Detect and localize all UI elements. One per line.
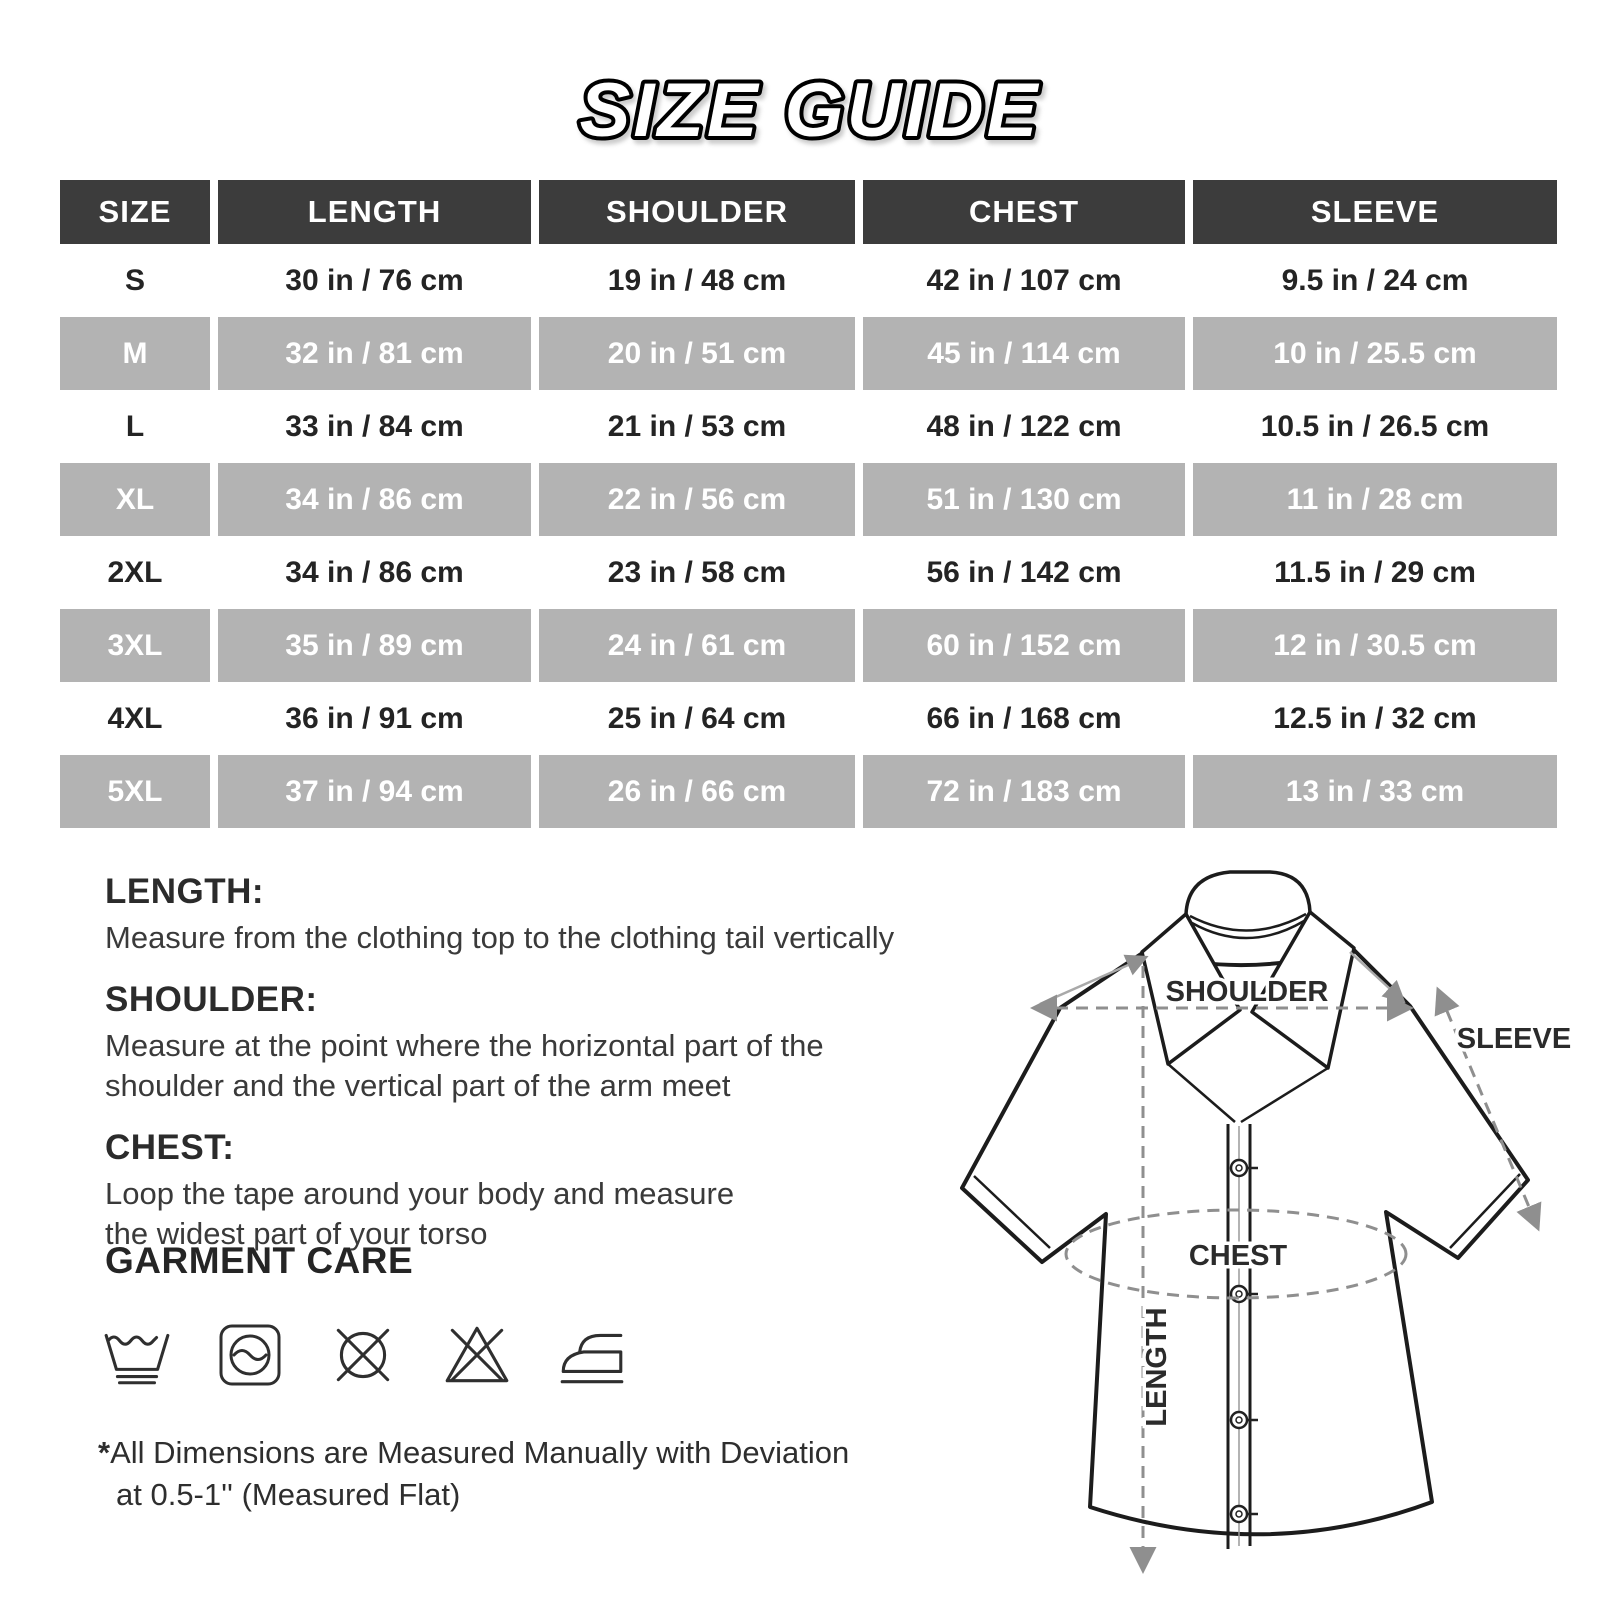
cell-sleeve: 10 in / 25.5 cm [1193, 317, 1557, 390]
cell-chest: 60 in / 152 cm [863, 609, 1185, 682]
cell-sleeve: 9.5 in / 24 cm [1193, 244, 1557, 317]
cell-chest: 42 in / 107 cm [863, 244, 1185, 317]
cell-shoulder: 23 in / 58 cm [539, 536, 855, 609]
cell-length: 37 in / 94 cm [218, 755, 531, 828]
table-row-xl [60, 463, 1557, 536]
collar-band [1186, 872, 1310, 914]
cell-sleeve: 10.5 in / 26.5 cm [1193, 390, 1557, 463]
page-title: SIZE GUIDE [579, 68, 1041, 153]
table-row-2xl [60, 536, 1557, 609]
cell-length: 35 in / 89 cm [218, 609, 531, 682]
footnote-asterisk: * [98, 1435, 111, 1470]
cell-size: M [60, 317, 210, 390]
cell-size: 3XL [60, 609, 210, 682]
table-row-3xl [60, 609, 1557, 682]
cell-chest: 56 in / 142 cm [863, 536, 1185, 609]
column-header-shoulder: SHOULDER [539, 180, 855, 244]
table-row-5xl [60, 755, 1557, 828]
cell-shoulder: 19 in / 48 cm [539, 244, 855, 317]
cell-sleeve: 13 in / 33 cm [1193, 755, 1557, 828]
cell-chest: 45 in / 114 cm [863, 317, 1185, 390]
cell-chest: 72 in / 183 cm [863, 755, 1185, 828]
column-header-sleeve: SLEEVE [1193, 180, 1557, 244]
shoulder-heading: SHOULDER: [105, 980, 318, 1019]
cell-shoulder: 20 in / 51 cm [539, 317, 855, 390]
cell-length: 36 in / 91 cm [218, 682, 531, 755]
cell-sleeve: 12 in / 30.5 cm [1193, 609, 1557, 682]
cell-sleeve: 12.5 in / 32 cm [1193, 682, 1557, 755]
cell-length: 34 in / 86 cm [218, 463, 531, 536]
garment-care-heading: GARMENT CARE [105, 1240, 414, 1281]
footnote [98, 1432, 849, 1516]
do-not-dry-clean-icon [326, 1318, 400, 1392]
cell-shoulder: 22 in / 56 cm [539, 463, 855, 536]
cell-chest: 66 in / 168 cm [863, 682, 1185, 755]
length-diagram-label: LENGTH [1141, 1307, 1173, 1427]
length-description: Measure from the clothing top to the clothing tail vertically [105, 920, 895, 955]
cell-shoulder: 24 in / 61 cm [539, 609, 855, 682]
cell-shoulder: 25 in / 64 cm [539, 682, 855, 755]
footnote-line1: *All Dimensions are Measured Manually with Deviation [98, 1435, 850, 1470]
cell-sleeve: 11.5 in / 29 cm [1193, 536, 1557, 609]
page-title-graphic [0, 40, 1620, 170]
machine-wash-gentle-icon [100, 1318, 174, 1392]
table-row-m [60, 317, 1557, 390]
cell-length: 34 in / 86 cm [218, 536, 531, 609]
column-header-chest: CHEST [863, 180, 1185, 244]
shoulder-diagram-label: SHOULDER [1165, 976, 1329, 1008]
chest-description: Loop the tape around your body and measure the widest part of your torso [105, 1176, 735, 1251]
cell-size: 2XL [60, 536, 210, 609]
table-row-s [60, 244, 1557, 317]
cell-shoulder: 26 in / 66 cm [539, 755, 855, 828]
cell-size: S [60, 244, 210, 317]
tumble-dry-icon [214, 1318, 286, 1392]
cell-size: 5XL [60, 755, 210, 828]
cell-size: XL [60, 463, 210, 536]
cell-shoulder: 21 in / 53 cm [539, 390, 855, 463]
cell-length: 30 in / 76 cm [218, 244, 531, 317]
cell-chest: 51 in / 130 cm [863, 463, 1185, 536]
shirt-measurement-diagram [930, 862, 1590, 1592]
footnote-line2: at 0.5-1'' (Measured Flat) [116, 1477, 461, 1512]
cell-chest: 48 in / 122 cm [863, 390, 1185, 463]
cell-sleeve: 11 in / 28 cm [1193, 463, 1557, 536]
column-header-length: LENGTH [218, 180, 531, 244]
chest-diagram-label: CHEST [1188, 1240, 1288, 1272]
table-row-4xl [60, 682, 1557, 755]
measure-guide [105, 872, 1035, 1276]
chest-heading: CHEST: [105, 1128, 235, 1167]
shoulder-description: Measure at the point where the horizontal part of the shoulder and the vertical part of the arm meet [105, 1028, 824, 1103]
cell-length: 33 in / 84 cm [218, 390, 531, 463]
cell-length: 32 in / 81 cm [218, 317, 531, 390]
do-not-bleach-icon [440, 1318, 514, 1392]
sleeve-diagram-label: SLEEVE [1456, 1023, 1572, 1055]
length-heading: LENGTH: [105, 872, 265, 911]
column-header-size: SIZE [60, 180, 210, 244]
cell-size: 4XL [60, 682, 210, 755]
table-row-l [60, 390, 1557, 463]
size-table [60, 180, 1557, 828]
garment-care-icons [100, 1318, 630, 1392]
cell-size: L [60, 390, 210, 463]
iron-icon [554, 1318, 630, 1392]
size-table-header-row [60, 180, 1557, 244]
